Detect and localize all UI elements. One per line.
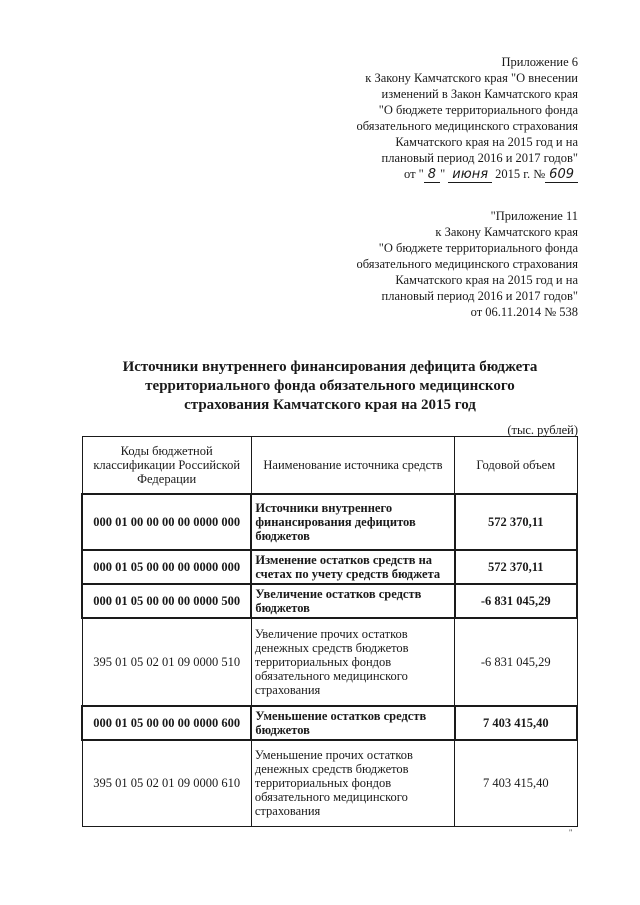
header-name: Наименование источника средств	[251, 437, 454, 495]
row-name: Уменьшение прочих остатков денежных средств бюджетов территориальных фондов обязательного медицинского страхования	[251, 740, 454, 826]
annex6-line: Камчатского края на 2015 год и на	[395, 135, 578, 149]
row-amount: 572 370,11	[455, 550, 577, 584]
row-code: 000 01 05 00 00 00 0000 000	[82, 550, 251, 584]
annex6-line: обязательного медицинского страхования	[356, 119, 578, 133]
annex11-line: "О бюджете территориального фонда	[378, 241, 578, 255]
date-prefix: от "	[404, 167, 424, 181]
row-name: Уменьшение остатков средств бюджетов	[251, 706, 454, 740]
date-mid: "	[440, 167, 446, 181]
annex11-line: от 06.11.2014 № 538	[470, 305, 578, 319]
annex6-line: к Закону Камчатского края "О внесении	[365, 71, 578, 85]
table-row	[82, 618, 577, 706]
row-code: 000 01 05 00 00 00 0000 500	[82, 584, 251, 618]
row-amount: -6 831 045,29	[455, 584, 577, 618]
row-code: 000 01 00 00 00 00 0000 000	[82, 494, 251, 550]
table-row	[82, 740, 577, 826]
annex-6-header	[356, 54, 578, 183]
row-amount: -6 831 045,29	[455, 618, 577, 706]
document-title	[80, 358, 580, 415]
row-name: Увеличение остатков средств бюджетов	[251, 584, 454, 618]
units-label: (тыс. рублей)	[507, 423, 578, 437]
row-name: Источники внутреннего финансирования дефицитов бюджетов	[251, 494, 454, 550]
annex11-line: обязательного медицинского страхования	[356, 257, 578, 271]
annex6-line: плановый период 2016 и 2017 годов"	[381, 151, 578, 165]
sources-table	[81, 436, 578, 827]
row-name: Увеличение прочих остатков денежных средств бюджетов территориальных фондов обязательного медицинского страхования	[251, 618, 454, 706]
table-row	[82, 494, 577, 550]
row-name: Изменение остатков средств на счетах по учету средств бюджета	[251, 550, 454, 584]
title-line: Источники внутреннего финансирования дефицита бюджета	[122, 359, 538, 375]
title-line: территориального фонда обязательного медицинского	[145, 378, 515, 394]
annex6-date-line	[356, 166, 578, 183]
table-row	[82, 584, 577, 618]
table-row	[82, 550, 577, 584]
annex6-line: Приложение 6	[501, 55, 578, 69]
annex11-line: плановый период 2016 и 2017 годов"	[381, 289, 578, 303]
title-line: страхования Камчатского края на 2015 год	[184, 397, 476, 413]
row-amount: 572 370,11	[455, 494, 577, 550]
date-day: 8	[424, 167, 440, 183]
row-code: 395 01 05 02 01 09 0000 510	[82, 618, 251, 706]
date-month: июня	[448, 167, 492, 183]
row-amount: 7 403 415,40	[455, 706, 577, 740]
row-code: 000 01 05 00 00 00 0000 600	[82, 706, 251, 740]
closing-quote-mark: "	[569, 828, 573, 837]
annex6-line: "О бюджете территориального фонда	[378, 103, 578, 117]
annex-11-header	[356, 208, 578, 320]
annex11-line: к Закону Камчатского края	[435, 225, 578, 239]
header-codes: Коды бюджетной классификации Российской Федерации	[82, 437, 251, 495]
annex11-line: Камчатского края на 2015 год и на	[395, 273, 578, 287]
table-row	[82, 706, 577, 740]
date-number: 609	[545, 167, 578, 183]
row-amount: 7 403 415,40	[455, 740, 577, 826]
annex11-line: "Приложение 11	[490, 209, 578, 223]
date-year: 2015 г. №	[495, 167, 546, 181]
table-header-row	[82, 437, 577, 495]
header-amount: Годовой объем	[455, 437, 577, 495]
annex6-line: изменений в Закон Камчатского края	[381, 87, 578, 101]
row-code: 395 01 05 02 01 09 0000 610	[82, 740, 251, 826]
